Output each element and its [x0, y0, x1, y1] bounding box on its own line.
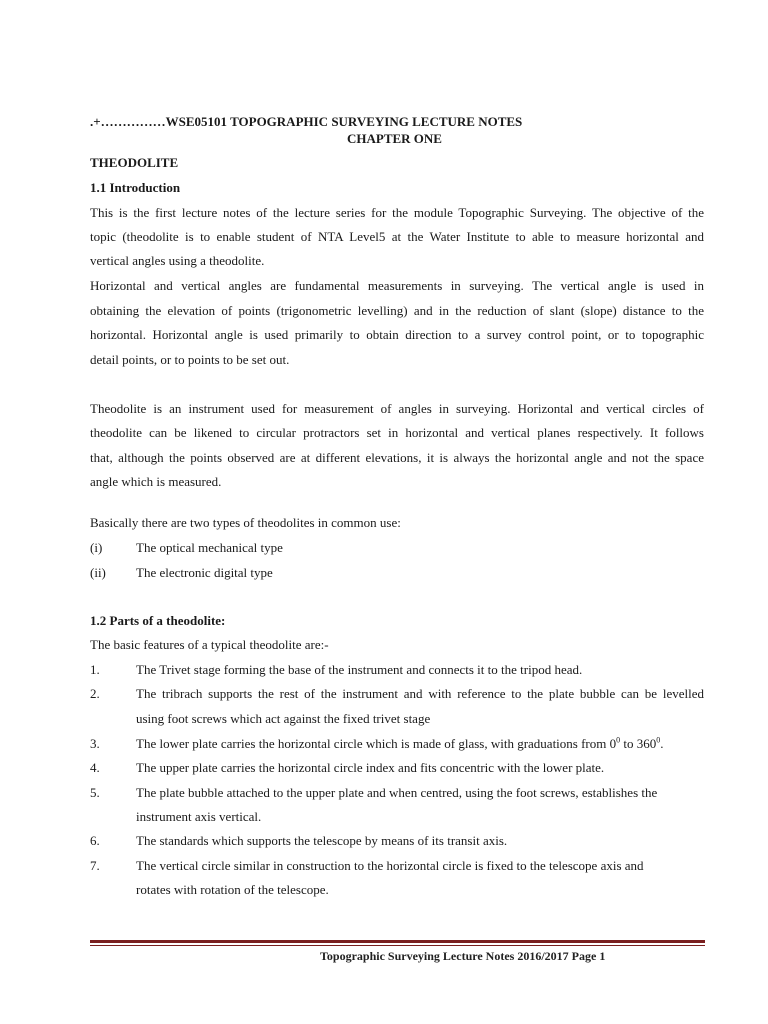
list-item-text: instrument axis vertical.: [136, 809, 262, 824]
list-item-number: 3.: [90, 736, 100, 751]
intro-heading: 1.1 Introduction: [90, 180, 181, 195]
intro-p2-line: detail points, or to points to be set out.: [90, 352, 290, 367]
intro-p1-line: This is the first lecture notes of the lecture series for the module Topographic Surveying. The objective of the: [90, 205, 704, 220]
intro-p3-line: that, although the points observed are at different elevations, it is always the horizontal angle and not the space: [90, 450, 704, 465]
list-item-text: The tribrach supports the rest of the instrument and with reference to the plate bubble can be levelled: [136, 686, 704, 701]
intro-p1-line: topic (theodolite is to enable student of NTA Level5 at the Water Institute to able to measure horizontal and: [90, 229, 704, 244]
list-item-text: [136, 736, 664, 752]
page-footer: Topographic Surveying Lecture Notes 2016/2017 Page 1: [320, 949, 606, 963]
list-item-number: 5.: [90, 785, 100, 800]
list-item-text-part: The lower plate carries the horizontal circle which is made of glass, with graduations from 0: [136, 736, 617, 751]
type-text: The optical mechanical type: [136, 540, 283, 555]
footer-rule: [90, 945, 705, 946]
intro-p1-line: vertical angles using a theodolite.: [90, 253, 265, 268]
intro-p3-line: Theodolite is an instrument used for measurement of angles in surveying. Horizontal and vertical circles of: [90, 401, 704, 416]
type-text: The electronic digital type: [136, 565, 273, 580]
intro-p2-line: Horizontal and vertical angles are fundamental measurements in surveying. The vertical angle is used in: [90, 278, 704, 293]
degree-superscript: 0: [616, 735, 621, 745]
type-number: (ii): [90, 565, 106, 580]
document-title: .+……………WSE05101 TOPOGRAPHIC SURVEYING LECTURE NOTES: [90, 114, 523, 129]
footer-rule: [90, 940, 705, 943]
list-item-text-part: .: [660, 736, 664, 751]
parts-heading: 1.2 Parts of a theodolite:: [90, 613, 226, 628]
intro-p3-line: theodolite can be likened to circular protractors set in horizontal and vertical planes respectively. It follows: [90, 425, 704, 440]
degree-superscript: 0: [656, 735, 661, 745]
list-item-text: using foot screws which act against the fixed trivet stage: [136, 711, 431, 726]
list-item-number: 6.: [90, 833, 100, 848]
type-number: (i): [90, 540, 103, 555]
parts-intro: The basic features of a typical theodolite are:-: [90, 637, 329, 652]
list-item-text: The vertical circle similar in construction to the horizontal circle is fixed to the telescope axis and: [136, 858, 644, 873]
list-item-text: The plate bubble attached to the upper plate and when centred, using the foot screws, establishes the: [136, 785, 658, 800]
intro-p2-line: horizontal. Horizontal angle is used primarily to obtain direction to a survey control point, or to topographic: [90, 327, 704, 342]
types-intro: Basically there are two types of theodolites in common use:: [90, 515, 401, 530]
list-item-text: The standards which supports the telescope by means of its transit axis.: [136, 833, 508, 848]
list-item-text-part: to 360: [620, 736, 657, 751]
list-item-text: rotates with rotation of the telescope.: [136, 882, 329, 897]
list-item-text: The upper plate carries the horizontal circle index and fits concentric with the lower plate.: [136, 760, 605, 775]
section-title: THEODOLITE: [90, 155, 179, 170]
intro-p3-line: angle which is measured.: [90, 474, 222, 489]
chapter-heading: CHAPTER ONE: [347, 131, 442, 146]
intro-p2-line: obtaining the elevation of points (trigonometric levelling) and in the reduction of slant (slope) distance to the: [90, 303, 704, 318]
list-item-number: 2.: [90, 686, 100, 701]
list-item-number: 7.: [90, 858, 100, 873]
list-item-number: 1.: [90, 662, 100, 677]
list-item-text: The Trivet stage forming the base of the instrument and connects it to the tripod head.: [136, 662, 583, 677]
list-item-number: 4.: [90, 760, 100, 775]
